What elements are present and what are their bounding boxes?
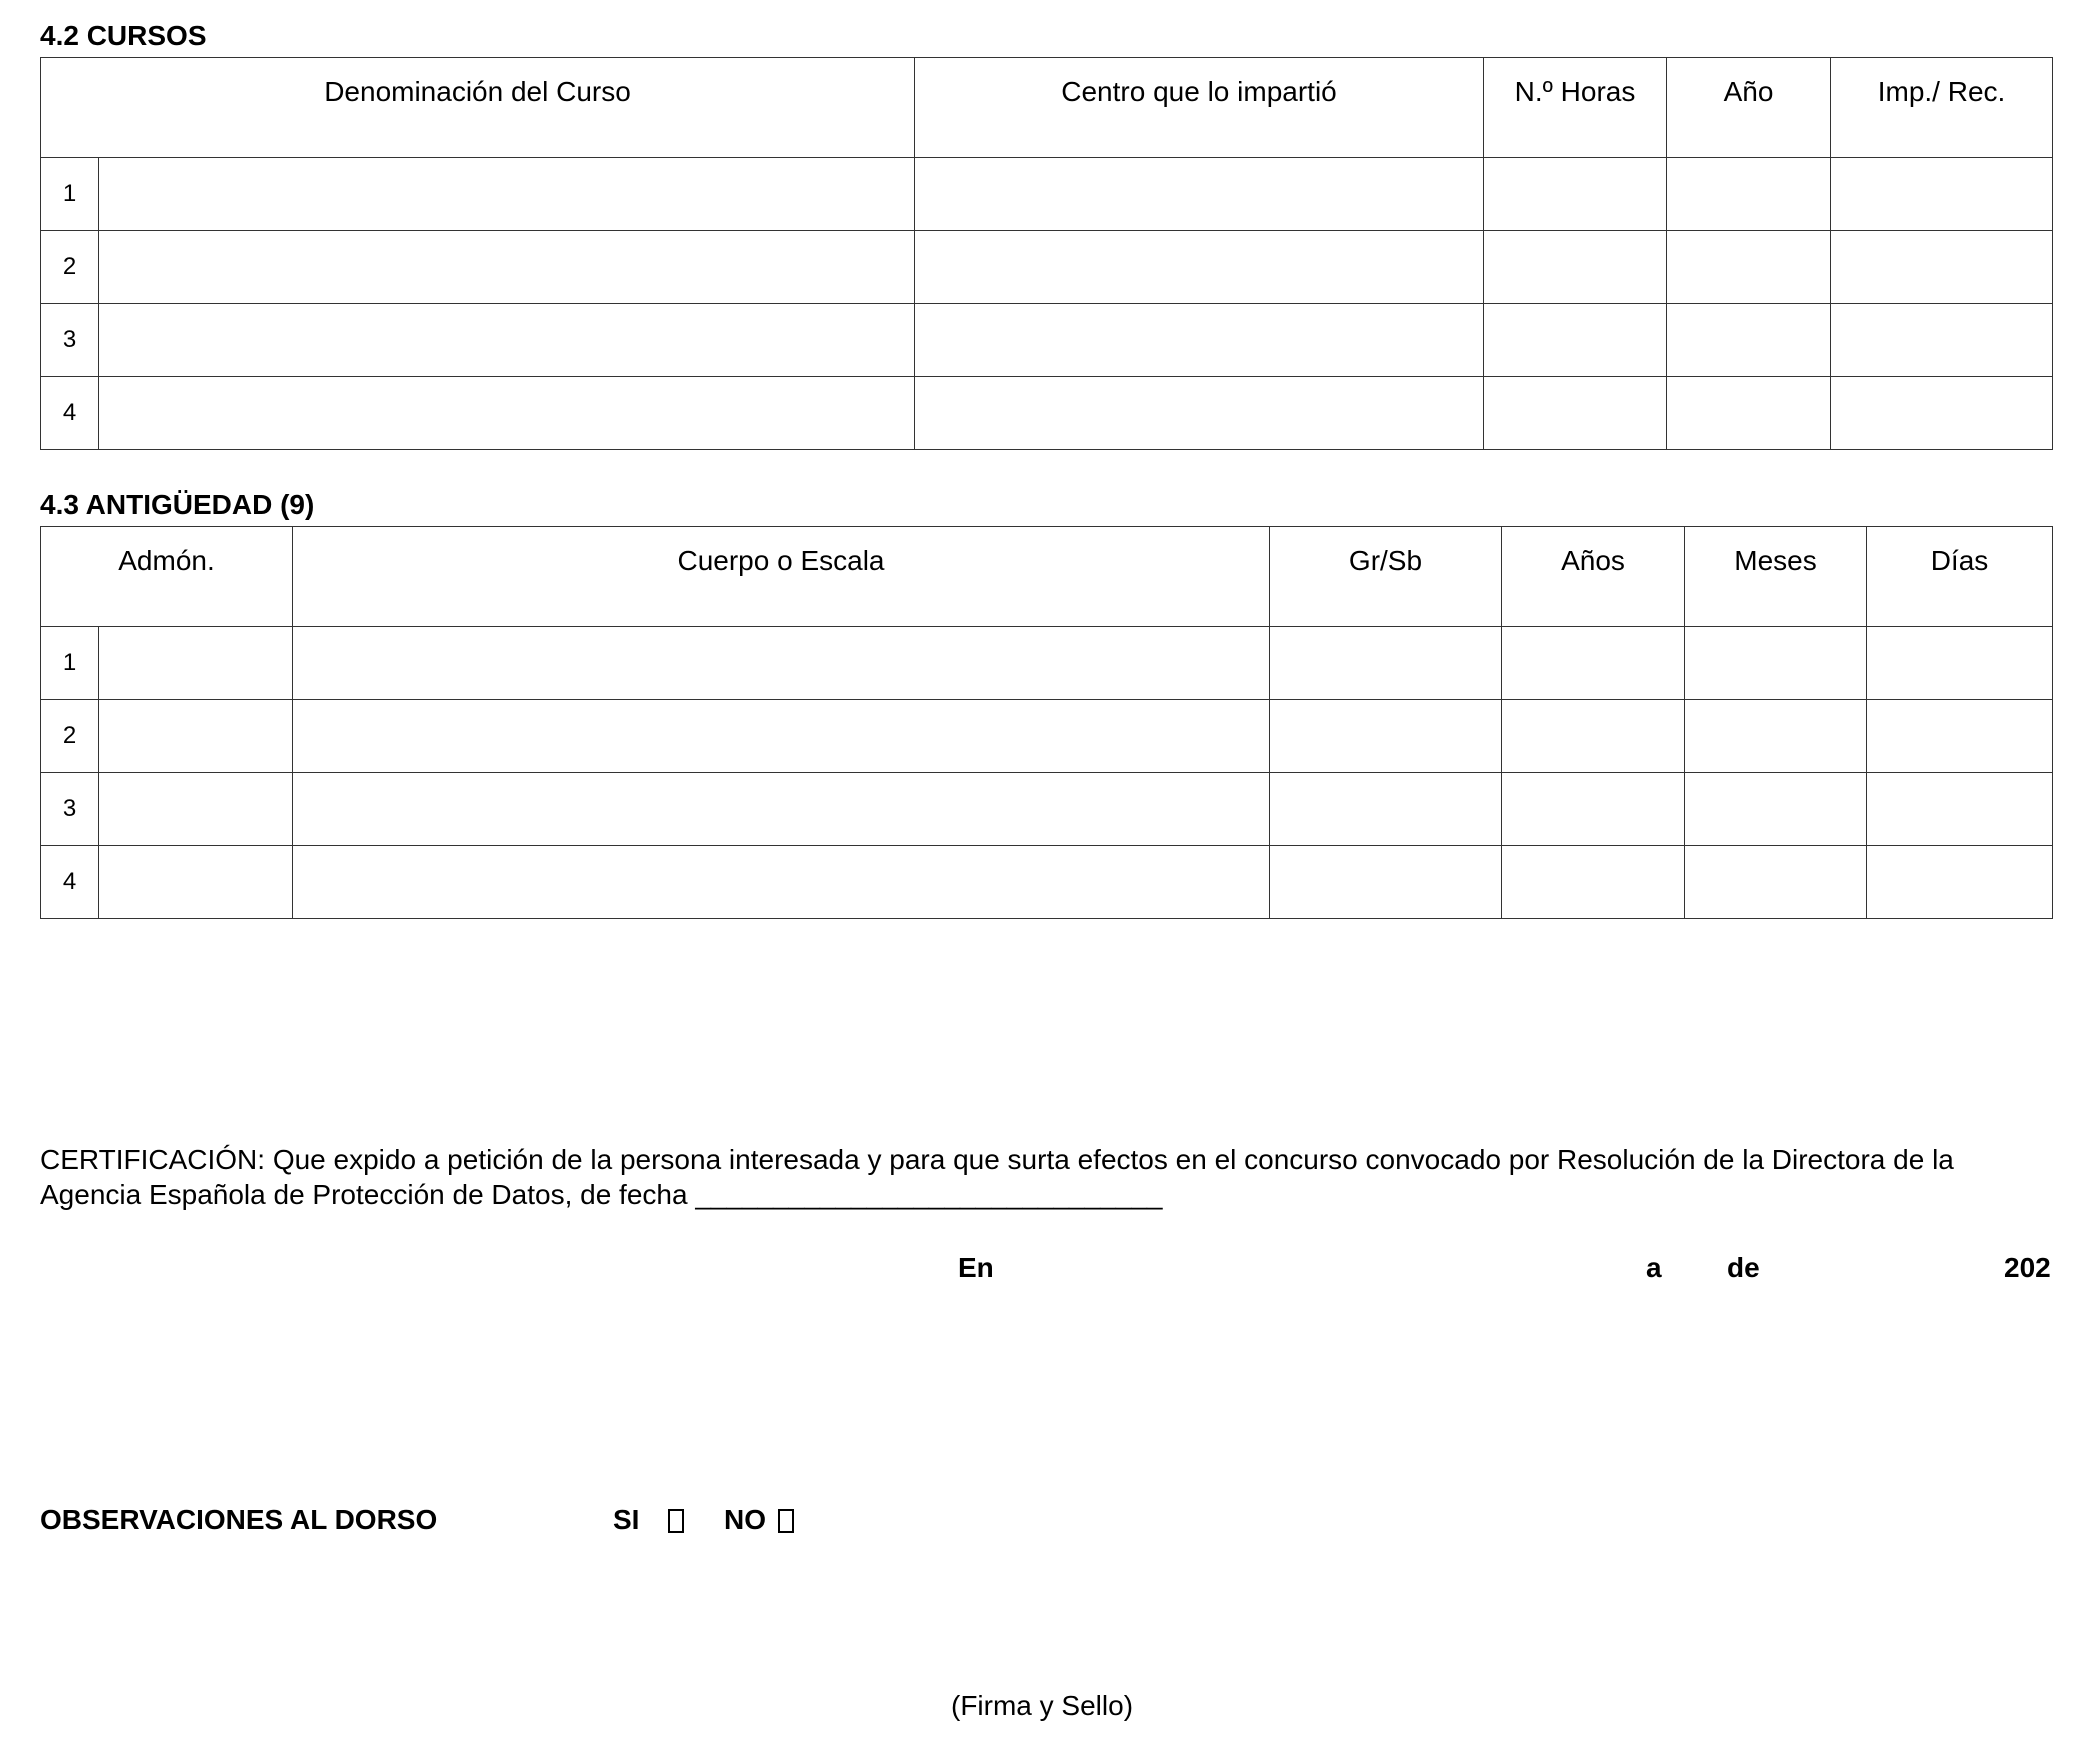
anos-field[interactable] <box>1502 846 1685 919</box>
col-header-denominacion: Denominación del Curso <box>41 58 915 158</box>
cuerpo-field[interactable] <box>293 627 1270 700</box>
row-number: 3 <box>41 304 99 377</box>
col-header-admon: Admón. <box>41 527 293 627</box>
imp-rec-field[interactable] <box>1831 377 2053 450</box>
table-row <box>41 377 2053 450</box>
dias-field[interactable] <box>1867 773 2053 846</box>
row-number: 4 <box>41 377 99 450</box>
si-label: SI <box>613 1504 640 1535</box>
cuerpo-field[interactable] <box>293 773 1270 846</box>
imp-rec-field[interactable] <box>1831 158 2053 231</box>
no-label: NO <box>724 1504 766 1535</box>
date-a-label: a <box>1646 1252 1662 1283</box>
gr-sb-field[interactable] <box>1270 773 1502 846</box>
admon-field[interactable] <box>99 700 293 773</box>
admon-field[interactable] <box>99 846 293 919</box>
col-header-horas: N.º Horas <box>1484 58 1667 158</box>
table-row <box>41 846 2053 919</box>
imp-rec-field[interactable] <box>1831 231 2053 304</box>
denominacion-field[interactable] <box>99 304 915 377</box>
col-header-imp-rec: Imp./ Rec. <box>1831 58 2053 158</box>
date-de-label: de <box>1727 1252 1760 1283</box>
col-header-meses: Meses <box>1685 527 1867 627</box>
table-row <box>41 231 2053 304</box>
ano-field[interactable] <box>1667 158 1831 231</box>
row-number: 2 <box>41 700 99 773</box>
antiguedad-header-row <box>41 527 2053 627</box>
centro-field[interactable] <box>915 158 1484 231</box>
observaciones-label: OBSERVACIONES AL DORSO <box>40 1504 438 1535</box>
signature-caption: (Firma y Sello) <box>951 1690 1134 1721</box>
meses-field[interactable] <box>1685 773 1867 846</box>
col-header-dias: Días <box>1867 527 2053 627</box>
antiguedad-table <box>40 526 2053 919</box>
horas-field[interactable] <box>1484 231 1667 304</box>
admon-field[interactable] <box>99 773 293 846</box>
ano-field[interactable] <box>1667 304 1831 377</box>
anos-field[interactable] <box>1502 627 1685 700</box>
cuerpo-field[interactable] <box>293 700 1270 773</box>
anos-field[interactable] <box>1502 773 1685 846</box>
col-header-gr-sb: Gr/Sb <box>1270 527 1502 627</box>
table-row <box>41 627 2053 700</box>
date-en-label: En <box>958 1252 994 1283</box>
certificacion-paragraph: CERTIFICACIÓN: Que expido a petición de la persona interesada y para que surta efectos en el concurso convocado por Resolución de la Directora de la Agencia Española de Protección de Datos, de fecha ______________________________ <box>40 1144 1954 1210</box>
denominacion-field[interactable] <box>99 377 915 450</box>
meses-field[interactable] <box>1685 700 1867 773</box>
centro-field[interactable] <box>915 377 1484 450</box>
denominacion-field[interactable] <box>99 158 915 231</box>
row-number: 4 <box>41 846 99 919</box>
col-header-cuerpo: Cuerpo o Escala <box>293 527 1270 627</box>
horas-field[interactable] <box>1484 377 1667 450</box>
meses-field[interactable] <box>1685 627 1867 700</box>
horas-field[interactable] <box>1484 304 1667 377</box>
table-row <box>41 773 2053 846</box>
denominacion-field[interactable] <box>99 231 915 304</box>
gr-sb-field[interactable] <box>1270 846 1502 919</box>
gr-sb-field[interactable] <box>1270 627 1502 700</box>
meses-field[interactable] <box>1685 846 1867 919</box>
table-row <box>41 304 2053 377</box>
cursos-header-row <box>41 58 2053 158</box>
centro-field[interactable] <box>915 304 1484 377</box>
dias-field[interactable] <box>1867 846 2053 919</box>
section-title-cursos: 4.2 CURSOS <box>40 20 207 51</box>
cursos-table <box>40 57 2053 450</box>
col-header-centro: Centro que lo impartió <box>915 58 1484 158</box>
col-header-ano: Año <box>1667 58 1831 158</box>
no-checkbox[interactable] <box>778 1509 794 1533</box>
row-number: 1 <box>41 158 99 231</box>
admon-field[interactable] <box>99 627 293 700</box>
row-number: 3 <box>41 773 99 846</box>
section-title-antiguedad: 4.3 ANTIGÜEDAD (9) <box>40 489 315 520</box>
col-header-anos: Años <box>1502 527 1685 627</box>
table-row <box>41 158 2053 231</box>
centro-field[interactable] <box>915 231 1484 304</box>
horas-field[interactable] <box>1484 158 1667 231</box>
ano-field[interactable] <box>1667 231 1831 304</box>
si-checkbox[interactable] <box>668 1509 684 1533</box>
date-year-label: 202 <box>2004 1252 2051 1283</box>
gr-sb-field[interactable] <box>1270 700 1502 773</box>
anos-field[interactable] <box>1502 700 1685 773</box>
row-number: 2 <box>41 231 99 304</box>
dias-field[interactable] <box>1867 700 2053 773</box>
table-row <box>41 700 2053 773</box>
cuerpo-field[interactable] <box>293 846 1270 919</box>
imp-rec-field[interactable] <box>1831 304 2053 377</box>
row-number: 1 <box>41 627 99 700</box>
dias-field[interactable] <box>1867 627 2053 700</box>
ano-field[interactable] <box>1667 377 1831 450</box>
